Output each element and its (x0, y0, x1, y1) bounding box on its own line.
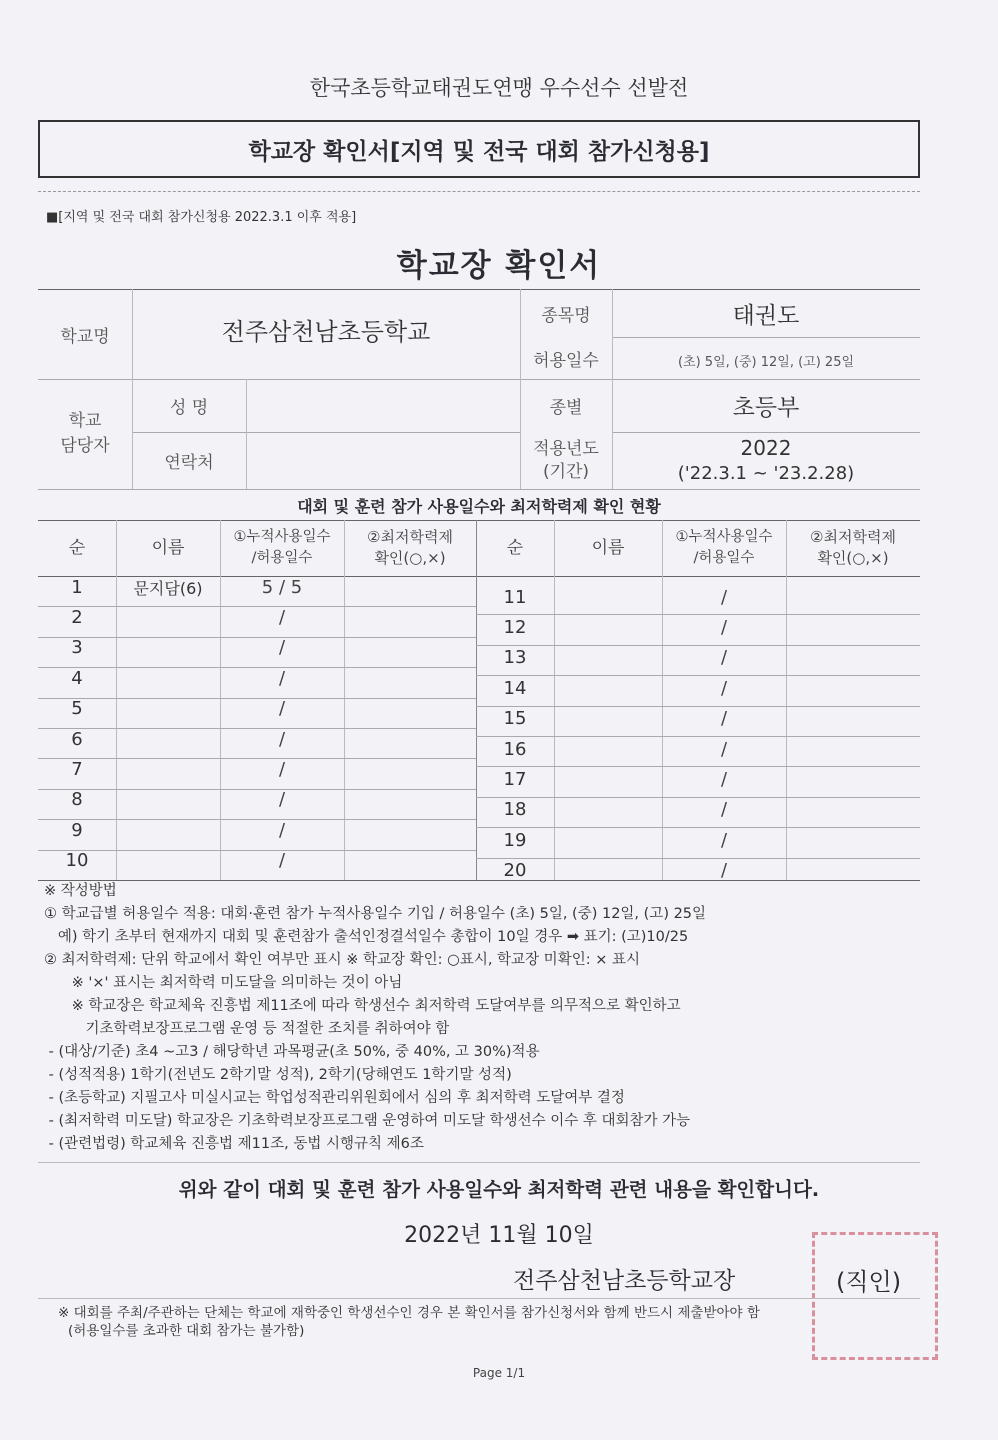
dashed-divider (38, 191, 920, 192)
row-number: 2 (71, 607, 83, 629)
year-label-line2: (기간) (542, 461, 590, 482)
usage-days[interactable]: / (720, 586, 728, 608)
usage-days[interactable]: / (720, 647, 728, 669)
confirm-divider (38, 1162, 920, 1163)
person-name-label: 성 명 (169, 398, 209, 418)
col-no-right: 순 (506, 537, 524, 558)
col-min-right (786, 520, 920, 576)
row-divider (38, 758, 476, 759)
row-number: 19 (503, 829, 527, 851)
row-divider (476, 858, 920, 859)
student-name[interactable] (554, 612, 662, 642)
min-academic-check[interactable] (786, 582, 920, 612)
row-number: 20 (503, 860, 527, 882)
contact-value[interactable] (246, 432, 520, 489)
allowed-days-label: 허용일수 (533, 350, 599, 371)
usage-days[interactable]: / (720, 799, 728, 821)
col-days-right-l2: /허용일수 (693, 550, 755, 566)
row-divider (38, 698, 476, 699)
contact-label: 연락처 (164, 453, 214, 473)
col-min-left (344, 520, 476, 576)
row-number: 3 (71, 637, 83, 659)
min-academic-check[interactable] (786, 734, 920, 764)
col-name-left: 이름 (151, 537, 185, 558)
note-line: 예) 학기 초부터 현재까지 대회 및 훈련참가 출석인정결석일수 총합이 10일 경우 ➡ 표기: (고)10/25 (44, 929, 689, 945)
usage-days[interactable]: / (720, 860, 728, 882)
usage-days[interactable]: / (278, 637, 286, 659)
usage-days[interactable]: 5 / 5 (261, 576, 303, 598)
row-number: 1 (71, 576, 83, 598)
min-academic-check[interactable] (786, 673, 920, 703)
manager-label (38, 379, 132, 489)
usage-days[interactable]: / (278, 728, 286, 750)
year-value (612, 432, 920, 489)
note-line: ※ '×' 표시는 최저학력 미도달을 의미하는 것이 아님 (44, 975, 403, 991)
row-number: 6 (71, 728, 83, 750)
row-divider (476, 614, 920, 615)
row-number: 16 (503, 738, 527, 760)
row-divider (476, 827, 920, 828)
usage-days[interactable]: / (720, 677, 728, 699)
col-days-right (662, 520, 786, 576)
usage-days[interactable]: / (278, 819, 286, 841)
row-number: 10 (65, 850, 89, 872)
row-number: 11 (503, 586, 527, 608)
col-days-left (220, 520, 344, 576)
row-number: 12 (503, 617, 527, 639)
student-name[interactable] (554, 764, 662, 794)
issue-date: 2022년 11월 10일 (404, 1223, 594, 1248)
row-divider (476, 766, 920, 767)
event-label: 종목명 (541, 305, 591, 326)
usage-days[interactable]: / (278, 789, 286, 811)
student-name[interactable]: 문지담(6) (133, 578, 203, 598)
col-min-right-l2: 확인(○,×) (817, 549, 889, 567)
footnote-divider (38, 1298, 920, 1299)
row-divider (38, 728, 476, 729)
school-name-label: 학교명 (60, 326, 110, 347)
row-divider (476, 706, 920, 707)
usage-days[interactable]: / (720, 769, 728, 791)
min-academic-check[interactable] (786, 612, 920, 642)
person-name-value[interactable] (246, 379, 520, 432)
usage-days[interactable]: / (278, 850, 286, 872)
col-min-left-l1: ②최저학력제 (367, 528, 453, 546)
seal-label: (직인) (836, 1268, 902, 1296)
col-min-right-l1: ②최저학력제 (810, 528, 896, 546)
row-divider (476, 797, 920, 798)
division-label: 종별 (549, 398, 583, 418)
student-name[interactable] (554, 795, 662, 825)
note-line: - (성적적용) 1학기(전년도 2학기말 성적), 2학기(당해연도 1학기말 성적) (44, 1067, 512, 1083)
row-number: 4 (71, 667, 83, 689)
note-line: ※ 작성방법 (44, 883, 117, 899)
year-label-line1: 적용년도 (533, 438, 599, 459)
school-name-value: 전주삼천남초등학교 (221, 317, 431, 346)
row-divider (476, 675, 920, 676)
instructions (44, 880, 924, 1156)
row-number: 18 (503, 799, 527, 821)
min-academic-check[interactable] (786, 764, 920, 794)
note-line: - (초등학교) 지필고사 미실시교는 학업성적관리위원회에서 심의 후 최저학력 도달여부 결정 (44, 1090, 625, 1106)
note-line: ② 최저학력제: 단위 학교에서 확인 여부만 표시 ※ 학교장 확인: ○표시, 학교장 미확인: × 표시 (44, 952, 640, 968)
student-name[interactable] (554, 673, 662, 703)
event-value: 태권도 (732, 302, 800, 329)
usage-days[interactable]: / (278, 607, 286, 629)
manager-label-line2: 담당자 (60, 436, 110, 456)
min-academic-check[interactable] (786, 704, 920, 734)
col-days-left-l2: /허용일수 (251, 550, 313, 566)
row-number: 15 (503, 708, 527, 730)
col-name-right: 이름 (591, 537, 625, 558)
min-academic-check[interactable] (786, 643, 920, 673)
row-number: 17 (503, 769, 527, 791)
student-name[interactable] (554, 734, 662, 764)
usage-days[interactable]: / (720, 829, 728, 851)
note-line: 기초학력보장프로그램 운영 등 적절한 조치를 취하여야 함 (44, 1021, 450, 1037)
student-name[interactable] (554, 825, 662, 855)
student-name[interactable] (554, 643, 662, 673)
usage-days[interactable]: / (278, 667, 286, 689)
row-divider (476, 736, 920, 737)
note-line: - (관련법령) 학교체육 진흥법 제11조, 동법 시행규칙 제6조 (44, 1136, 424, 1152)
row-divider (38, 606, 476, 607)
usage-days[interactable]: / (720, 708, 728, 730)
row-number: 13 (503, 647, 527, 669)
row-number: 7 (71, 759, 83, 781)
min-academic-check[interactable] (786, 795, 920, 825)
page-number: Page 1/1 (472, 1366, 526, 1380)
col-days-right-l1: ①누적사용일수 (675, 529, 773, 545)
usage-table-subtitle: 대회 및 훈련 참가 사용일수와 최저학력제 확인 현황 (297, 497, 661, 516)
row-number: 8 (71, 789, 83, 811)
note-line: ① 학교급별 허용일수 적용: 대회·훈련 참가 누적사용일수 기입 / 허용일수 (초) 5일, (중) 12일, (고) 25일 (44, 906, 707, 922)
row-number: 5 (71, 698, 83, 720)
row-divider (38, 667, 476, 668)
usage-days[interactable]: / (278, 759, 286, 781)
col-days-left-l1: ①누적사용일수 (233, 529, 331, 545)
min-academic-check[interactable] (344, 572, 476, 602)
usage-days[interactable]: / (278, 698, 286, 720)
row-number: 9 (71, 819, 83, 841)
document-title: 학교장 확인서 (396, 248, 602, 284)
row-divider (38, 850, 476, 851)
year-value-period: ('22.3.1 ~ '23.2.28) (677, 462, 855, 484)
note-line: - (최저학력 미도달) 학교장은 기초학력보장프로그램 운영하여 미도달 학생선수 이수 후 대회참가 가능 (44, 1113, 691, 1129)
year-label (520, 432, 612, 489)
division-value: 초등부 (732, 395, 800, 421)
student-name[interactable] (554, 582, 662, 612)
col-min-left-l2: 확인(○,×) (374, 549, 446, 567)
footnote-line-2: (허용일수를 초과한 대회 참가는 불가함) (68, 1323, 305, 1339)
year-value-year: 2022 (740, 435, 792, 460)
footnote-line-1: ※ 대회를 주최/주관하는 단체는 학교에 재학중인 학생선수인 경우 본 확인서를 참가신청서와 함께 반드시 제출받아야 함 (58, 1305, 760, 1321)
row-divider (476, 645, 920, 646)
note-line: ※ 학교장은 학교체육 진흥법 제11조에 따라 학생선수 최저학력 도달여부를 의무적으로 확인하고 (44, 998, 681, 1014)
usage-days[interactable]: / (720, 617, 728, 639)
row-divider (38, 637, 476, 638)
row-number: 14 (503, 677, 527, 699)
allowed-days-value: (초) 5일, (중) 12일, (고) 25일 (677, 354, 855, 370)
student-name[interactable] (554, 704, 662, 734)
min-academic-check[interactable] (786, 825, 920, 855)
row-divider (38, 789, 476, 790)
usage-days[interactable]: / (720, 738, 728, 760)
row-divider (38, 819, 476, 820)
boxed-title: 학교장 확인서[지역 및 전국 대회 참가신청용] (38, 120, 920, 178)
applied-note: ■[지역 및 전국 대회 참가신청용 2022.3.1 이후 적용] (46, 210, 357, 225)
col-no-left: 순 (68, 537, 86, 558)
principal-name: 전주삼천남초등학교장 (513, 1268, 736, 1294)
organization-title: 한국초등학교태권도연맹 우수선수 선발전 (309, 76, 689, 100)
confirmation-statement: 위와 같이 대회 및 훈련 참가 사용일수와 최저학력 관련 내용을 확인합니다. (178, 1178, 820, 1201)
footnote (58, 1304, 938, 1340)
note-line: - (대상/기준) 초4 ~고3 / 해당학년 과목평균(초 50%, 중 40%, 고 30%)적용 (44, 1044, 540, 1060)
manager-label-line1: 학교 (68, 411, 102, 431)
